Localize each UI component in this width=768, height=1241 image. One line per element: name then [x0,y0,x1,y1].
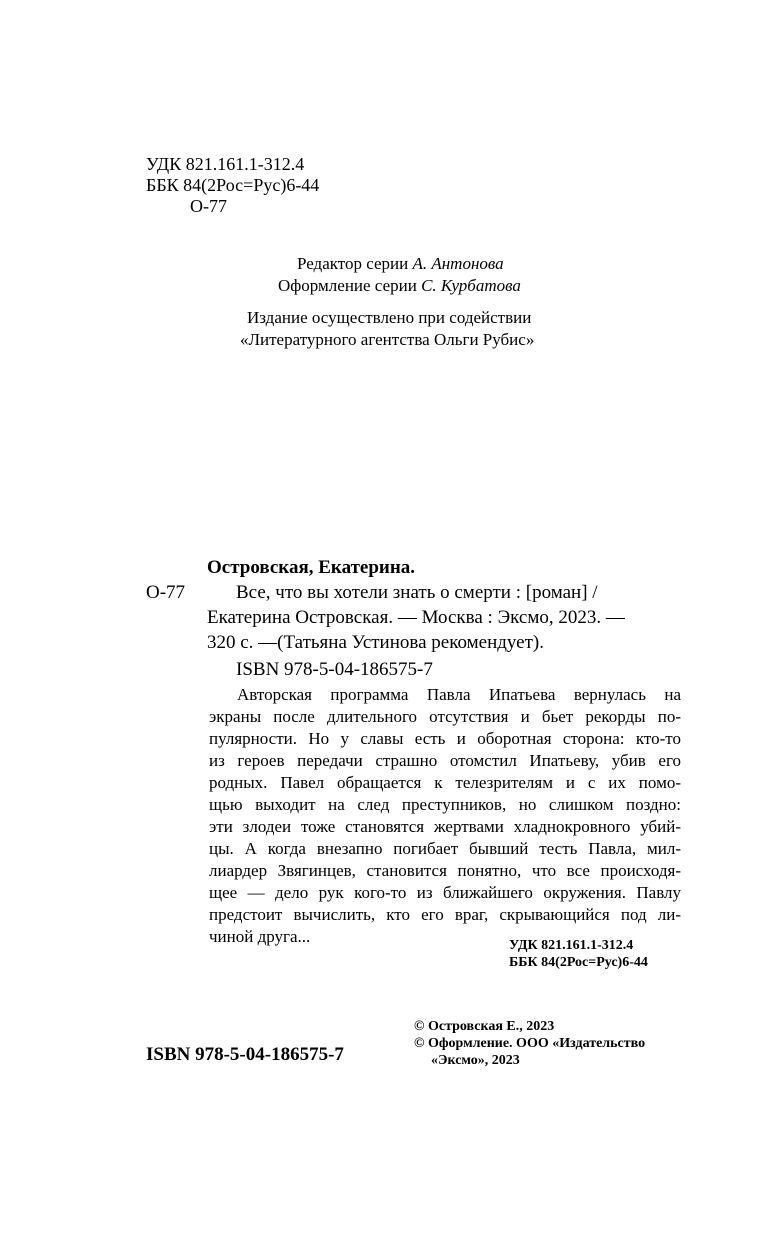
annotation-line: из героев передачи страшно отомстил Ипатьеву, убив его [209,751,681,770]
copyright-design-line2: «Эксмо», 2023 [431,1053,520,1068]
bbk-code: ББК 84(2Рос=Рус)6-44 [146,175,320,195]
isbn-entry: ISBN 978-5-04-186575-7 [236,659,433,680]
author-mark-entry: О-77 [146,582,186,603]
annotation [209,684,681,948]
annotation-line: пулярности. Но у славы есть и оборотная сторона: кто-то [209,729,681,748]
annotation-line: родных. Павел обращается к телезрителям и с их помо- [209,773,681,792]
annotation-line: лиардер Звягинцев, становится понятно, что все происходя- [209,861,681,880]
publication-note-line2: «Литературного агентства Ольги Рубис» [240,330,535,349]
title-line-2: Екатерина Островская. — Москва : Эксмо, 2023. — [207,607,625,628]
annotation-line: экраны после длительного отсутствия и бьет рекорды по- [209,707,681,726]
title-line-1: Все, что вы хотели знать о смерти : [роман] / [236,582,598,603]
series-editor [297,253,504,274]
publication-note-line1: Издание осуществлено при содействии [247,308,532,327]
annotation-line: чиной друга... [209,927,311,946]
udk-code-bottom: УДК 821.161.1-312.4 [509,938,634,953]
author-heading: Островская, Екатерина. [207,557,416,578]
series-editor-name: А. Антонова [412,254,504,273]
copyright-design-line1: © Оформление. ООО «Издательство [414,1036,646,1051]
series-editor-label: Редактор серии [297,254,409,273]
annotation-line: щее — дело рук кого-то из ближайшего окружения. Павлу [209,883,681,902]
annotation-line: эти злодеи тоже становятся жертвами хладнокровного убий- [209,817,681,836]
series-design [278,275,521,296]
bbk-code-bottom: ББК 84(2Рос=Рус)6-44 [509,955,648,970]
copyright-author: © Островская Е., 2023 [414,1019,555,1034]
title-line-3: 320 с. —(Татьяна Устинова рекомендует). [207,632,544,653]
author-mark-top: О-77 [190,196,227,216]
annotation-line: Авторская программа Павла Ипатьева вернулась на [237,685,681,704]
series-design-name: С. Курбатова [421,276,521,295]
series-design-label: Оформление серии [278,276,417,295]
udk-code: УДК 821.161.1-312.4 [146,154,305,174]
annotation-line: щью выходит на след преступников, но слишком поздно: [209,795,681,814]
isbn-footer: ISBN 978-5-04-186575-7 [146,1044,344,1065]
annotation-line: цы. А когда внезапно погибает бывший тесть Павла, мил- [209,839,681,858]
annotation-line: предстоит вычислить, кто его враг, скрывающийся под ли- [209,905,681,924]
